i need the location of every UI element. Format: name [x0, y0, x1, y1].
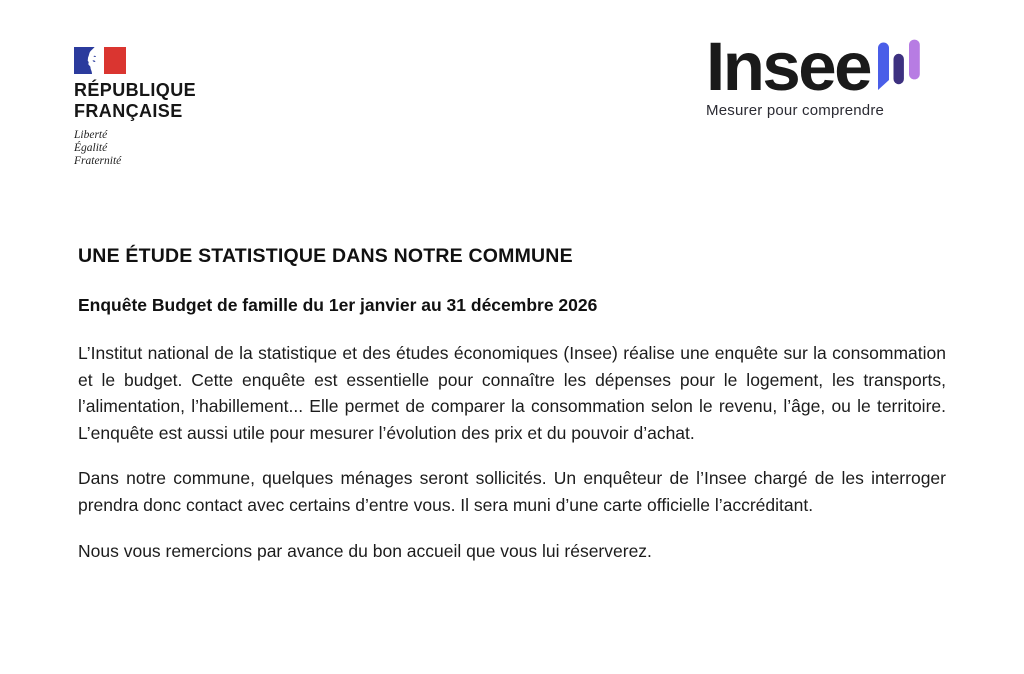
page-header: [0, 0, 1024, 200]
insee-wordmark: Insee: [706, 28, 870, 105]
republique-francaise-logo: [74, 47, 196, 168]
republique-title: [74, 80, 196, 122]
document-content: [78, 244, 946, 564]
republique-motto: [74, 129, 196, 168]
motto-line-egalite: Égalité: [74, 142, 108, 154]
republique-title-line1: RÉPUBLIQUE: [74, 80, 197, 100]
insee-bars-icon: [876, 36, 922, 98]
french-flag-icon: [74, 47, 126, 74]
motto-line-liberte: Liberté: [74, 129, 108, 141]
insee-tagline: Mesurer pour comprendre: [706, 102, 885, 119]
paragraph-interviewer-notice: Dans notre commune, quelques ménages seront sollicités. Un enquêteur de l’Insee chargé de les interroger prendra donc contact avec certains d’entre vous. Il sera muni d’une carte officielle l’accréditant.: [78, 468, 946, 515]
paragraph-thanks: Nous vous remercions par avance du bon accueil que vous lui réserverez.: [78, 540, 652, 561]
paragraph-survey-description: L’Institut national de la statistique et des études économiques (Insee) réalise une enquête sur la consommation et le budget. Cette enquête est essentielle pour connaître les dépenses pour le logement, les transports, l’alimentation, l’habillement... Elle permet de comparer la consommation selon le revenu, l’âge, ou le territoire. L’enquête est aussi utile pour mesurer l’évolution des prix et du pouvoir d’achat.: [78, 343, 946, 443]
insee-logo-row: [706, 28, 922, 105]
insee-logo: [706, 28, 922, 119]
document-subtitle: Enquête Budget de famille du 1er janvier au 31 décembre 2026: [78, 295, 598, 315]
motto-line-fraternite: Fraternité: [74, 155, 122, 167]
republique-title-line2: FRANÇAISE: [74, 101, 183, 121]
document-title: UNE ÉTUDE STATISTIQUE DANS NOTRE COMMUNE: [78, 245, 573, 267]
